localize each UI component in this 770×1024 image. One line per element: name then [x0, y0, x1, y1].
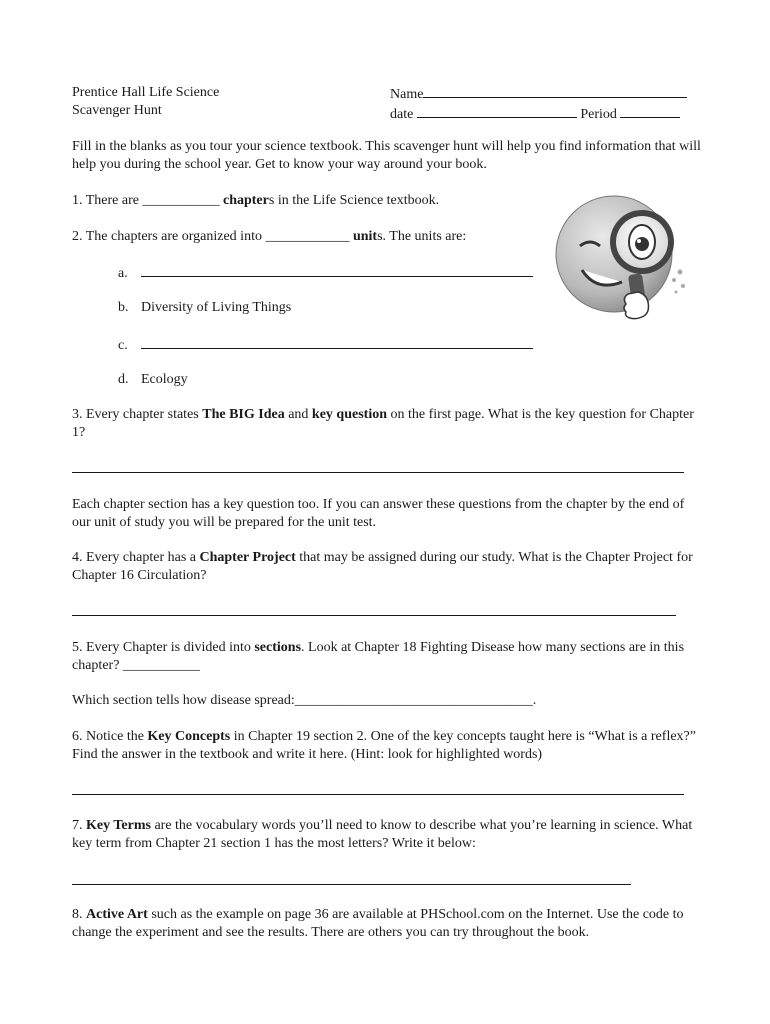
q1-bold: chapter: [222, 193, 269, 208]
question-7: [72, 817, 702, 853]
q5-post: . Look at Chapter 18 Fighting Disease how many sections are in this chapter?: [72, 640, 685, 673]
q5b-blank[interactable]: __________________________________: [294, 693, 533, 708]
question-5b: [72, 692, 702, 710]
glove-hand: [624, 292, 649, 319]
q3-bold2: key question: [311, 407, 387, 422]
unit-item-c: [118, 335, 533, 355]
question-4: [72, 549, 702, 585]
worksheet-header: [72, 84, 702, 120]
unit-letter: a.: [118, 266, 128, 281]
question-6: [72, 728, 702, 764]
q7-answer-line[interactable]: [72, 884, 631, 885]
q6-answer-line[interactable]: [72, 794, 684, 795]
period-label: Period: [580, 107, 617, 122]
date-period-row: [390, 104, 687, 124]
q8-post: such as the example on page 36 are available at PHSchool.com on the Internet. Use the code to change the experiment and see the results. There are others you can try throughout the book.: [72, 907, 684, 940]
header-right: [390, 84, 687, 124]
unit-letter: c.: [118, 338, 128, 353]
q3-bold1: The BIG Idea: [202, 407, 285, 422]
q2-text: 2. The chapters are organized into: [72, 229, 262, 244]
unit-a-field[interactable]: [141, 263, 533, 277]
magnifying-glass-smiley-icon: [552, 194, 692, 324]
q3-mid: and: [288, 407, 309, 422]
q7-bold: Key Terms: [86, 818, 151, 833]
worksheet-page: [72, 84, 702, 940]
unit-letter: b.: [118, 300, 129, 315]
sparkle-dot: [675, 291, 678, 294]
name-field[interactable]: [423, 84, 687, 98]
q2-post: s. The units are:: [377, 229, 467, 244]
q1-blank[interactable]: ___________: [142, 193, 220, 208]
q3-answer-line[interactable]: [72, 472, 684, 473]
q1-post: s in the Life Science textbook.: [268, 193, 440, 208]
q2-blank[interactable]: ____________: [265, 229, 350, 244]
q2-bold: unit: [352, 229, 378, 244]
unit-c-field[interactable]: [141, 335, 533, 349]
smiley-illustration: [552, 194, 692, 324]
q8-pre: 8.: [72, 907, 83, 922]
q7-pre: 7.: [72, 818, 83, 833]
sparkle-dot: [681, 284, 685, 288]
name-row: [390, 84, 687, 104]
unit-item-d: [118, 371, 188, 389]
q5-pre: 5. Every Chapter is divided into: [72, 640, 251, 655]
q4-post: that may be assigned during our study. What is the Chapter Project for Chapter 16 Circulation?: [72, 550, 693, 583]
question-8: [72, 906, 702, 942]
q5b-text: Which section tells how disease spread:: [72, 693, 295, 708]
sparkle-dot: [678, 270, 683, 275]
q8-bold: Active Art: [86, 907, 148, 922]
period-field[interactable]: [620, 104, 680, 118]
q3-post: on the first page. What is the key question for Chapter 1?: [72, 407, 694, 440]
q5-bold: sections: [254, 640, 302, 655]
magnified-pupil: [635, 237, 649, 251]
q4-answer-line[interactable]: [72, 615, 676, 616]
header-left: [72, 84, 219, 120]
q6-bold: Key Concepts: [147, 729, 231, 744]
q1-text: 1. There are: [72, 193, 139, 208]
worksheet-title: Scavenger Hunt: [72, 103, 162, 118]
unit-text: Ecology: [141, 372, 188, 387]
q6-pre: 6. Notice the: [72, 729, 144, 744]
q5b-end: .: [532, 693, 537, 708]
unit-item-a: [118, 263, 533, 283]
q5-blank[interactable]: ___________: [122, 658, 200, 673]
note-paragraph: Each chapter section has a key question too. If you can answer these questions from the chapter by the end of our unit of study you will be prepared for the unit test.: [72, 497, 685, 530]
intro-paragraph: Fill in the blanks as you tour your science textbook. This scavenger hunt will help you find information that will help you during the school year. Get to know your way around your book.: [72, 139, 701, 172]
name-label: Name: [390, 87, 424, 102]
q7-post: are the vocabulary words you’ll need to know to describe what you’re learning in science. What key term from Chapter 21 section 1 has the most letters? Write it below:: [72, 818, 693, 851]
course-name: Prentice Hall Life Science: [72, 85, 220, 100]
q4-bold: Chapter Project: [199, 550, 296, 565]
sparkle-dot: [672, 278, 676, 282]
unit-text: Diversity of Living Things: [141, 300, 292, 315]
question-3: [72, 406, 702, 442]
q6-post: in Chapter 19 section 2. One of the key concepts taught here is “What is a reflex?” Find the answer in the textbook and write it here. (Hint: look for highlighted words): [72, 729, 696, 762]
date-field[interactable]: [417, 104, 577, 118]
unit-letter: d.: [118, 372, 129, 387]
question-5: [72, 639, 702, 675]
date-label: date: [390, 107, 414, 122]
unit-item-b: [118, 299, 291, 317]
pupil-highlight: [637, 239, 641, 243]
q4-pre: 4. Every chapter has a: [72, 550, 196, 565]
q3-pre: 3. Every chapter states: [72, 407, 199, 422]
